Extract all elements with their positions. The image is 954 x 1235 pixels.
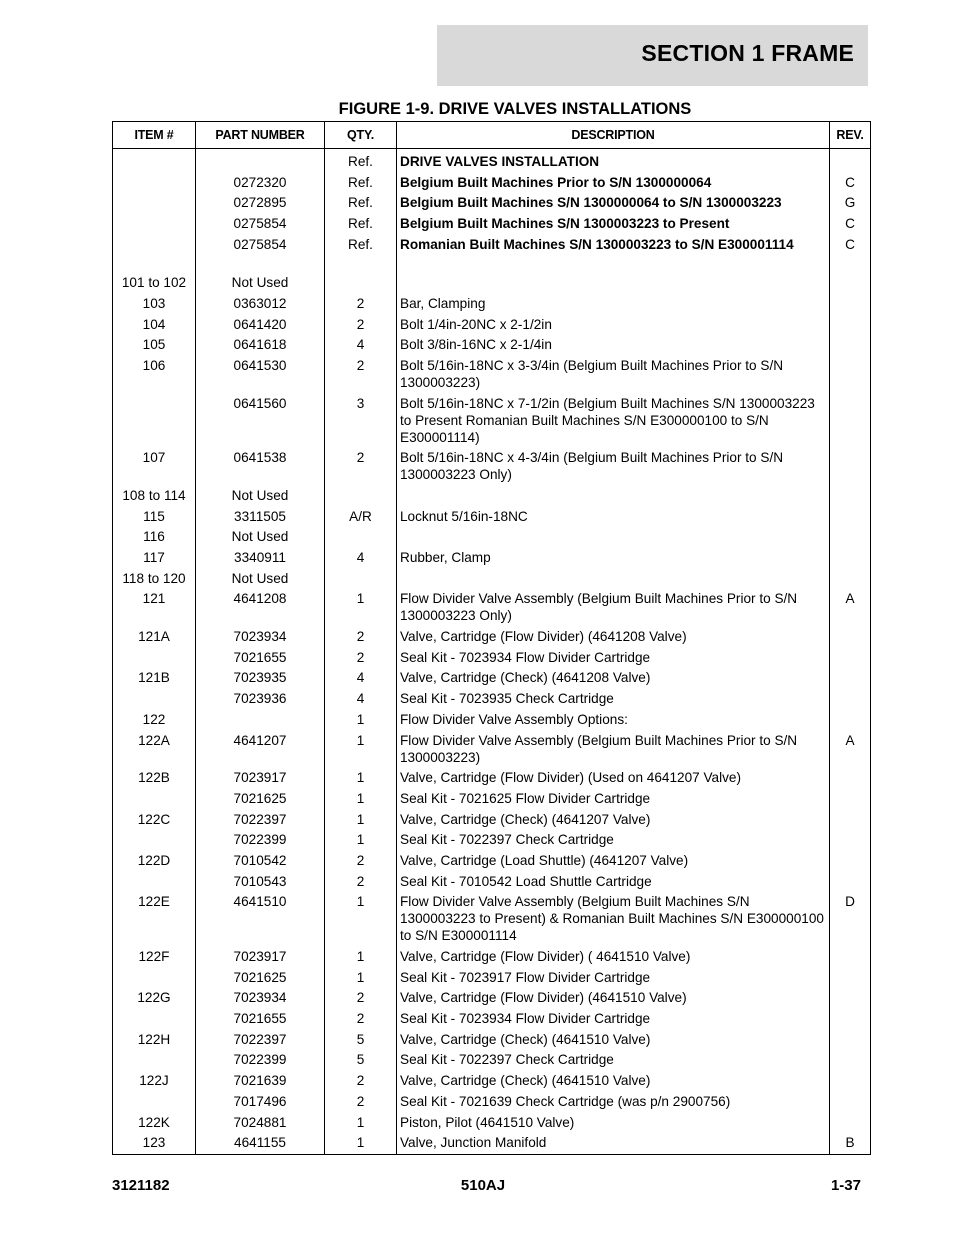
table-row <box>113 809 871 830</box>
item-number-cell <box>113 1050 196 1071</box>
quantity-cell: 1 <box>325 589 397 627</box>
item-number-cell: 116 <box>113 527 196 548</box>
part-number-cell: 7021625 <box>196 967 325 988</box>
revision-cell <box>830 255 871 273</box>
quantity-cell: Ref. <box>325 172 397 193</box>
description-cell: Seal Kit - 7023917 Flow Divider Cartridge <box>397 967 830 988</box>
description-cell: Valve, Cartridge (Check) (4641510 Valve) <box>397 1071 830 1092</box>
table-row <box>113 1071 871 1092</box>
description-cell: Valve, Cartridge (Check) (4641207 Valve) <box>397 809 830 830</box>
description-cell: Valve, Cartridge (Flow Divider) (Used on 4641207 Valve) <box>397 768 830 789</box>
revision-cell <box>830 568 871 589</box>
quantity-cell: 1 <box>325 709 397 730</box>
part-number-cell: 4641207 <box>196 730 325 768</box>
revision-cell <box>830 647 871 668</box>
quantity-cell: 1 <box>325 768 397 789</box>
table-row <box>113 448 871 486</box>
part-number-cell: 3311505 <box>196 506 325 527</box>
item-number-cell <box>113 193 196 214</box>
revision-cell <box>830 850 871 871</box>
revision-cell <box>830 485 871 506</box>
revision-cell <box>830 1091 871 1112</box>
column-header-item: ITEM # <box>113 122 196 149</box>
item-number-cell <box>113 149 196 173</box>
revision-cell <box>830 506 871 527</box>
quantity-cell: Ref. <box>325 214 397 235</box>
part-number-cell: 7022399 <box>196 1050 325 1071</box>
column-header-rev: REV. <box>830 122 871 149</box>
quantity-cell: 2 <box>325 871 397 892</box>
description-cell: Seal Kit - 7010542 Load Shuttle Cartridge <box>397 871 830 892</box>
quantity-cell <box>325 255 397 273</box>
item-number-cell: 122J <box>113 1071 196 1092</box>
quantity-cell: 1 <box>325 730 397 768</box>
table-row <box>113 947 871 968</box>
description-cell: Flow Divider Valve Assembly Options: <box>397 709 830 730</box>
table-row <box>113 1091 871 1112</box>
table-row <box>113 273 871 294</box>
part-number-cell: 4641510 <box>196 892 325 947</box>
description-cell: Seal Kit - 7021639 Check Cartridge (was p/n 2900756) <box>397 1091 830 1112</box>
part-number-cell: 4641155 <box>196 1133 325 1155</box>
item-number-cell: 104 <box>113 314 196 335</box>
revision-cell <box>830 149 871 173</box>
item-number-cell: 122E <box>113 892 196 947</box>
quantity-cell <box>325 273 397 294</box>
table-row <box>113 527 871 548</box>
description-cell: Piston, Pilot (4641510 Valve) <box>397 1112 830 1133</box>
description-cell: Valve, Cartridge (Check) (4641510 Valve) <box>397 1029 830 1050</box>
description-cell <box>397 568 830 589</box>
item-number-cell <box>113 1009 196 1030</box>
item-number-cell <box>113 255 196 273</box>
description-cell: Seal Kit - 7023935 Check Cartridge <box>397 689 830 710</box>
item-number-cell: 108 to 114 <box>113 485 196 506</box>
quantity-cell: 2 <box>325 1091 397 1112</box>
item-number-cell: 122 <box>113 709 196 730</box>
description-cell: Bolt 5/16in-18NC x 4-3/4in (Belgium Built Machines Prior to S/N 1300003223 Only) <box>397 448 830 486</box>
part-number-cell: 3340911 <box>196 548 325 569</box>
table-row <box>113 1009 871 1030</box>
table-row <box>113 871 871 892</box>
quantity-cell: 2 <box>325 314 397 335</box>
revision-cell <box>830 1029 871 1050</box>
revision-cell <box>830 548 871 569</box>
revision-cell <box>830 871 871 892</box>
revision-cell <box>830 355 871 393</box>
table-row <box>113 709 871 730</box>
part-number-cell: 0641420 <box>196 314 325 335</box>
part-number-cell: 0641560 <box>196 393 325 448</box>
description-cell: Bolt 5/16in-18NC x 3-3/4in (Belgium Built Machines Prior to S/N 1300003223) <box>397 355 830 393</box>
item-number-cell: 105 <box>113 335 196 356</box>
table-row <box>113 172 871 193</box>
description-cell <box>397 273 830 294</box>
revision-cell: C <box>830 214 871 235</box>
table-row <box>113 1050 871 1071</box>
revision-cell <box>830 709 871 730</box>
footer-model-text: 510AJ <box>460 1177 506 1194</box>
item-number-cell <box>113 689 196 710</box>
part-number-cell <box>196 149 325 173</box>
revision-cell <box>830 689 871 710</box>
part-number-cell: 7023917 <box>196 947 325 968</box>
part-number-cell: 7023936 <box>196 689 325 710</box>
table-row <box>113 647 871 668</box>
part-number-cell: Not Used <box>196 273 325 294</box>
item-number-cell: 117 <box>113 548 196 569</box>
revision-cell: B <box>830 1133 871 1155</box>
description-cell: Seal Kit - 7022397 Check Cartridge <box>397 830 830 851</box>
description-cell: DRIVE VALVES INSTALLATION <box>397 149 830 173</box>
revision-cell: A <box>830 730 871 768</box>
quantity-cell: 5 <box>325 1029 397 1050</box>
quantity-cell: 1 <box>325 809 397 830</box>
item-number-cell: 122F <box>113 947 196 968</box>
part-number-cell: Not Used <box>196 485 325 506</box>
table-row <box>113 627 871 648</box>
item-number-cell <box>113 830 196 851</box>
quantity-cell: A/R <box>325 506 397 527</box>
table-row <box>113 548 871 569</box>
description-cell <box>397 527 830 548</box>
parts-table <box>112 121 871 1155</box>
revision-cell <box>830 809 871 830</box>
quantity-cell: 2 <box>325 850 397 871</box>
description-cell: Valve, Cartridge (Load Shuttle) (4641207 Valve) <box>397 850 830 871</box>
part-number-cell: 0272895 <box>196 193 325 214</box>
item-number-cell <box>113 1091 196 1112</box>
revision-cell <box>830 788 871 809</box>
table-row <box>113 668 871 689</box>
footer-page-number: 1-37 <box>830 1177 861 1194</box>
table-row <box>113 506 871 527</box>
quantity-cell <box>325 527 397 548</box>
quantity-cell: 1 <box>325 967 397 988</box>
table-row <box>113 988 871 1009</box>
section-title: SECTION 1 FRAME <box>641 40 854 66</box>
revision-cell <box>830 293 871 314</box>
revision-cell <box>830 668 871 689</box>
description-cell: Belgium Built Machines S/N 1300000064 to S/N 1300003223 <box>397 193 830 214</box>
quantity-cell: 2 <box>325 1009 397 1030</box>
item-number-cell: 122C <box>113 809 196 830</box>
part-number-cell: 0641538 <box>196 448 325 486</box>
item-number-cell: 122H <box>113 1029 196 1050</box>
description-cell: Valve, Junction Manifold <box>397 1133 830 1155</box>
part-number-cell: 7021655 <box>196 647 325 668</box>
quantity-cell: Ref. <box>325 234 397 255</box>
part-number-cell: 0275854 <box>196 214 325 235</box>
description-cell: Seal Kit - 7023934 Flow Divider Cartridge <box>397 647 830 668</box>
table-row <box>113 589 871 627</box>
quantity-cell: 2 <box>325 627 397 648</box>
table-body <box>113 149 871 1155</box>
quantity-cell: 4 <box>325 668 397 689</box>
part-number-cell <box>196 255 325 273</box>
description-cell: Bar, Clamping <box>397 293 830 314</box>
item-number-cell: 121B <box>113 668 196 689</box>
quantity-cell: 1 <box>325 830 397 851</box>
item-number-cell: 106 <box>113 355 196 393</box>
section-header <box>437 25 868 86</box>
table-header-row <box>113 122 871 149</box>
revision-cell <box>830 768 871 789</box>
description-cell: Rubber, Clamp <box>397 548 830 569</box>
table-row <box>113 689 871 710</box>
quantity-cell: 1 <box>325 1112 397 1133</box>
part-number-cell: 4641208 <box>196 589 325 627</box>
table-row <box>113 568 871 589</box>
revision-cell: A <box>830 589 871 627</box>
item-number-cell: 123 <box>113 1133 196 1155</box>
revision-cell <box>830 1071 871 1092</box>
quantity-cell: 2 <box>325 988 397 1009</box>
column-header-description: DESCRIPTION <box>397 122 830 149</box>
description-cell: Valve, Cartridge (Flow Divider) ( 4641510 Valve) <box>397 947 830 968</box>
table-row <box>113 355 871 393</box>
item-number-cell: 122A <box>113 730 196 768</box>
table-row <box>113 850 871 871</box>
part-number-cell: 7022399 <box>196 830 325 851</box>
item-number-cell: 101 to 102 <box>113 273 196 294</box>
description-cell <box>397 485 830 506</box>
part-number-cell: 7010543 <box>196 871 325 892</box>
table-row <box>113 1029 871 1050</box>
revision-cell <box>830 967 871 988</box>
spacer-row <box>113 255 871 273</box>
quantity-cell: 2 <box>325 355 397 393</box>
quantity-cell: Ref. <box>325 149 397 173</box>
item-number-cell <box>113 967 196 988</box>
table-row <box>113 234 871 255</box>
table-row <box>113 293 871 314</box>
quantity-cell: 2 <box>325 1071 397 1092</box>
quantity-cell: 1 <box>325 1133 397 1155</box>
part-number-cell: 7017496 <box>196 1091 325 1112</box>
item-number-cell: 121A <box>113 627 196 648</box>
table-row <box>113 149 871 173</box>
description-cell: Bolt 1/4in-20NC x 2-1/2in <box>397 314 830 335</box>
description-cell: Flow Divider Valve Assembly (Belgium Built Machines Prior to S/N 1300003223 Only) <box>397 589 830 627</box>
part-number-cell <box>196 709 325 730</box>
part-number-cell: 7022397 <box>196 809 325 830</box>
revision-cell <box>830 393 871 448</box>
item-number-cell: 122B <box>113 768 196 789</box>
part-number-cell: 0272320 <box>196 172 325 193</box>
item-number-cell <box>113 871 196 892</box>
quantity-cell: 4 <box>325 689 397 710</box>
part-number-cell: 7023934 <box>196 627 325 648</box>
quantity-cell: 3 <box>325 393 397 448</box>
part-number-cell: 7023935 <box>196 668 325 689</box>
description-cell: Romanian Built Machines S/N 1300003223 to S/N E300001114 <box>397 234 830 255</box>
revision-cell <box>830 988 871 1009</box>
figure-title-text: FIGURE 1-9. DRIVE VALVES INSTALLATIONS <box>338 100 692 118</box>
quantity-cell: 2 <box>325 293 397 314</box>
part-number-cell: 7022397 <box>196 1029 325 1050</box>
description-cell: Valve, Cartridge (Flow Divider) (4641208 Valve) <box>397 627 830 648</box>
revision-cell <box>830 527 871 548</box>
quantity-cell: 1 <box>325 892 397 947</box>
revision-cell: D <box>830 892 871 947</box>
revision-cell: G <box>830 193 871 214</box>
part-number-cell: Not Used <box>196 527 325 548</box>
description-cell: Flow Divider Valve Assembly (Belgium Built Machines S/N 1300003223 to Present) & Romanian Built Machines S/N E300000100 to S/N E300001114 <box>397 892 830 947</box>
quantity-cell: 1 <box>325 788 397 809</box>
item-number-cell: 122D <box>113 850 196 871</box>
quantity-cell <box>325 568 397 589</box>
description-cell: Locknut 5/16in-18NC <box>397 506 830 527</box>
item-number-cell: 122K <box>113 1112 196 1133</box>
table-row <box>113 485 871 506</box>
item-number-cell <box>113 788 196 809</box>
quantity-cell: 2 <box>325 448 397 486</box>
item-number-cell: 103 <box>113 293 196 314</box>
quantity-cell: 1 <box>325 947 397 968</box>
description-cell: Flow Divider Valve Assembly (Belgium Built Machines Prior to S/N 1300003223) <box>397 730 830 768</box>
description-cell: Valve, Cartridge (Check) (4641208 Valve) <box>397 668 830 689</box>
revision-cell <box>830 273 871 294</box>
item-number-cell <box>113 647 196 668</box>
part-number-cell: 7021655 <box>196 1009 325 1030</box>
table-row <box>113 393 871 448</box>
table-row <box>113 314 871 335</box>
description-cell: Bolt 3/8in-16NC x 2-1/4in <box>397 335 830 356</box>
quantity-cell: 4 <box>325 548 397 569</box>
column-header-part-number: PART NUMBER <box>196 122 325 149</box>
part-number-cell: 7023917 <box>196 768 325 789</box>
revision-cell <box>830 1112 871 1133</box>
revision-cell <box>830 1009 871 1030</box>
revision-cell <box>830 627 871 648</box>
table-row <box>113 788 871 809</box>
figure-title <box>0 100 954 119</box>
footer-model <box>0 1177 954 1194</box>
revision-cell <box>830 947 871 968</box>
part-number-cell: 0641530 <box>196 355 325 393</box>
quantity-cell: Ref. <box>325 193 397 214</box>
description-cell: Valve, Cartridge (Flow Divider) (4641510 Valve) <box>397 988 830 1009</box>
revision-cell <box>830 1050 871 1071</box>
part-number-cell: 7010542 <box>196 850 325 871</box>
item-number-cell <box>113 172 196 193</box>
quantity-cell: 5 <box>325 1050 397 1071</box>
part-number-cell: Not Used <box>196 568 325 589</box>
revision-cell <box>830 448 871 486</box>
table-row <box>113 768 871 789</box>
table-row <box>113 730 871 768</box>
item-number-cell: 118 to 120 <box>113 568 196 589</box>
part-number-cell: 0275854 <box>196 234 325 255</box>
item-number-cell <box>113 214 196 235</box>
part-number-cell: 0363012 <box>196 293 325 314</box>
description-cell: Belgium Built Machines Prior to S/N 1300000064 <box>397 172 830 193</box>
description-cell: Belgium Built Machines S/N 1300003223 to Present <box>397 214 830 235</box>
quantity-cell: 4 <box>325 335 397 356</box>
item-number-cell: 121 <box>113 589 196 627</box>
part-number-cell: 7021639 <box>196 1071 325 1092</box>
revision-cell: C <box>830 172 871 193</box>
table-row <box>113 1133 871 1155</box>
table-row <box>113 335 871 356</box>
item-number-cell <box>113 393 196 448</box>
table-row <box>113 214 871 235</box>
table-row <box>113 892 871 947</box>
footer-doc-number: 3121182 <box>112 1177 170 1194</box>
description-cell <box>397 255 830 273</box>
revision-cell <box>830 314 871 335</box>
item-number-cell: 115 <box>113 506 196 527</box>
part-number-cell: 7024881 <box>196 1112 325 1133</box>
table-row <box>113 967 871 988</box>
table-row <box>113 830 871 851</box>
item-number-cell <box>113 234 196 255</box>
table-row <box>113 1112 871 1133</box>
revision-cell: C <box>830 234 871 255</box>
description-cell: Seal Kit - 7021625 Flow Divider Cartridge <box>397 788 830 809</box>
item-number-cell: 107 <box>113 448 196 486</box>
quantity-cell <box>325 485 397 506</box>
revision-cell <box>830 335 871 356</box>
column-header-qty: QTY. <box>325 122 397 149</box>
revision-cell <box>830 830 871 851</box>
description-cell: Seal Kit - 7022397 Check Cartridge <box>397 1050 830 1071</box>
quantity-cell: 2 <box>325 647 397 668</box>
part-number-cell: 7021625 <box>196 788 325 809</box>
item-number-cell: 122G <box>113 988 196 1009</box>
description-cell: Bolt 5/16in-18NC x 7-1/2in (Belgium Built Machines S/N 1300003223 to Present Romanian Built Machines S/N E300000100 to S/N E300001114) <box>397 393 830 448</box>
part-number-cell: 0641618 <box>196 335 325 356</box>
table-row <box>113 193 871 214</box>
description-cell: Seal Kit - 7023934 Flow Divider Cartridge <box>397 1009 830 1030</box>
part-number-cell: 7023934 <box>196 988 325 1009</box>
